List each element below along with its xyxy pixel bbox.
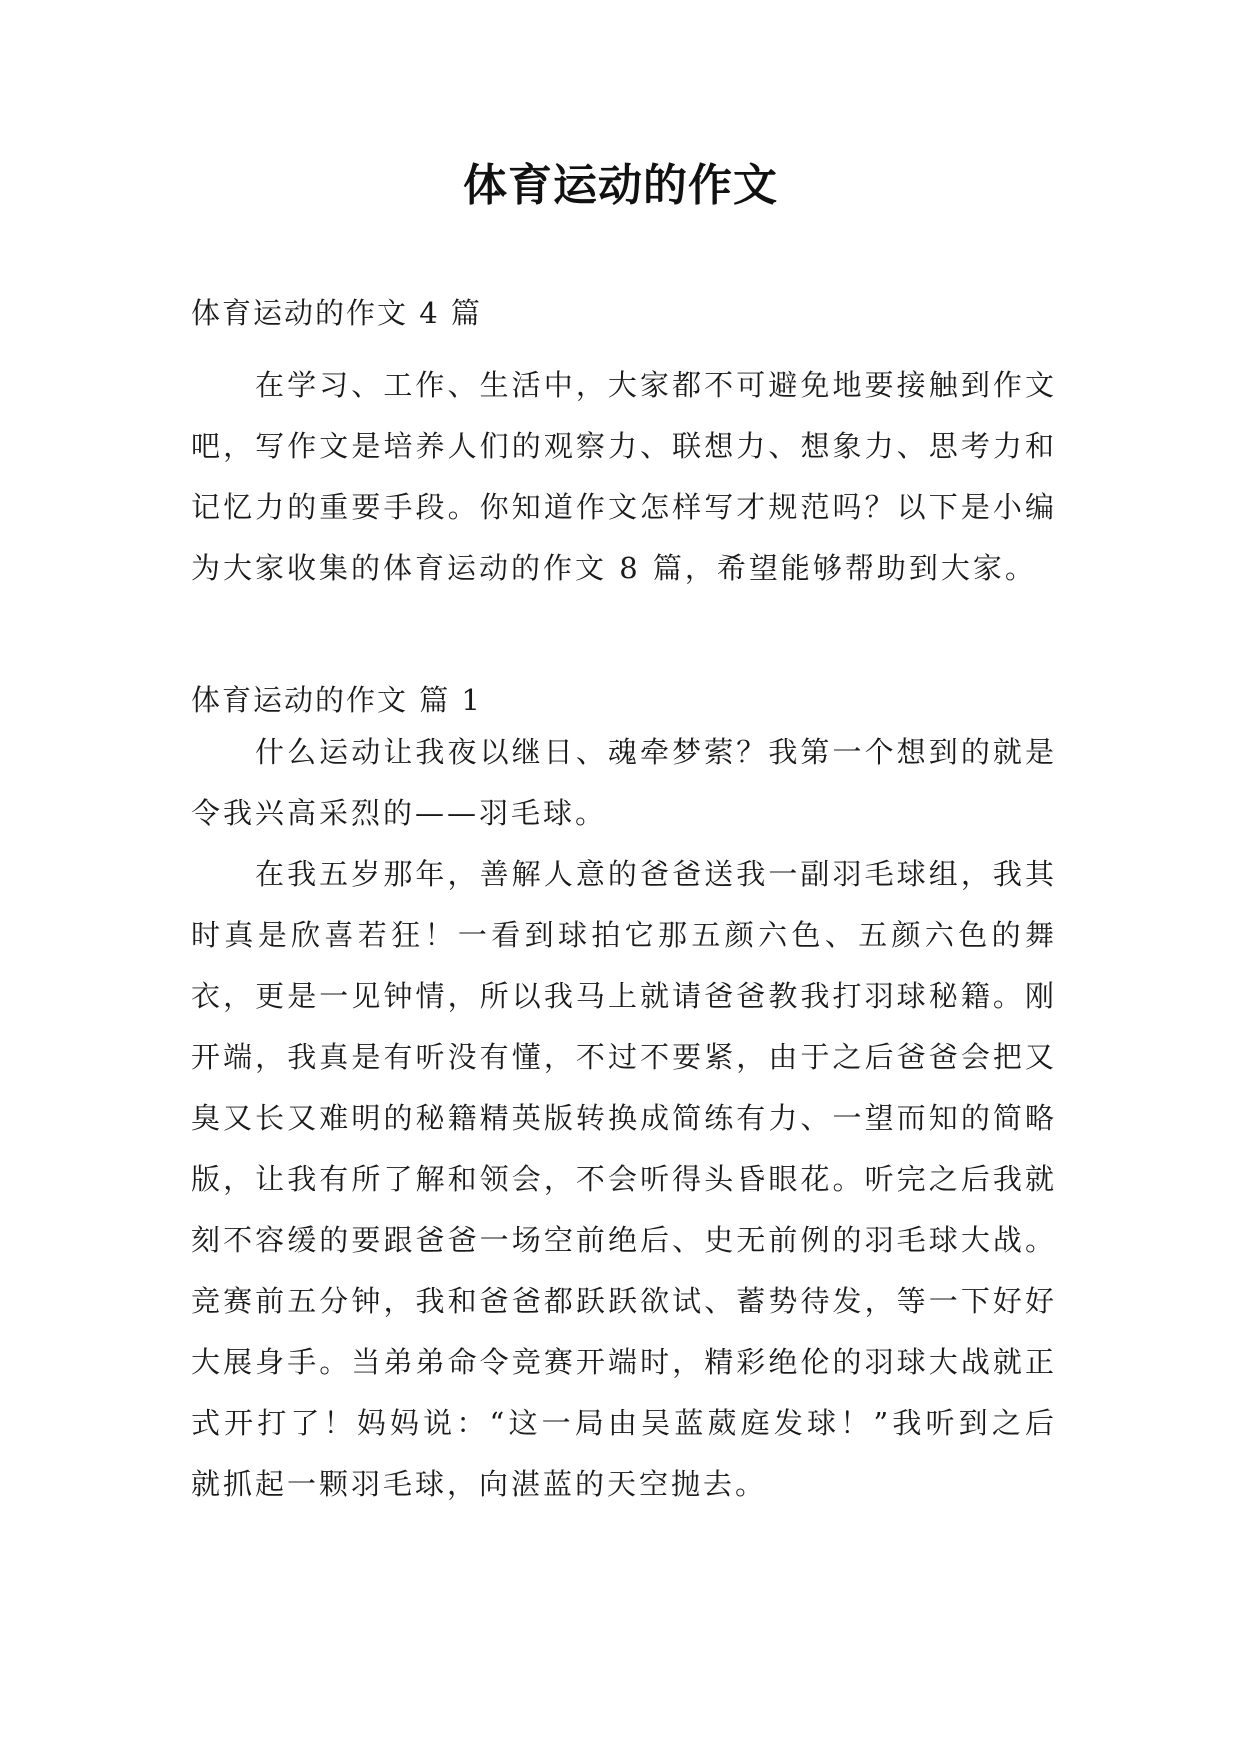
intro-paragraph: 在学习、工作、生活中，大家都不可避免地要接触到作文吧，写作文是培养人们的观察力、联想力、想象力、思考力和记忆力的重要手段。你知道作文怎样写才规范吗？以下是小编为大家收集的体育运动的作文 8 篇，希望能够帮助到大家。 [191, 368, 1057, 585]
document-subtitle: 体育运动的作文 4 篇 [191, 296, 482, 330]
document-title: 体育运动的作文 [463, 160, 778, 211]
body-paragraph: 什么运动让我夜以继日、魂牵梦萦？我第一个想到的就是令我兴高采烈的——羽毛球。 [191, 735, 1057, 830]
body-paragraph: 在我五岁那年，善解人意的爸爸送我一副羽毛球组，我其时真是欣喜若狂！一看到球拍它那五颜六色、五颜六色的舞衣，更是一见钟情，所以我马上就请爸爸教我打羽球秘籍。刚开端，我真是有听没有懂，不过不要紧，由于之后爸爸会把又臭又长又难明的秘籍精英版转换成简练有力、一望而知的简略版，让我有所了解和领会，不会听得头昏眼花。听完之后我就刻不容缓的要跟爸爸一场空前绝后、史无前例的羽毛球大战。竞赛前五分钟，我和爸爸都跃跃欲试、蓄势待发，等一下好好大展身手。当弟弟命令竞赛开端时，精彩绝伦的羽球大战就正式开打了！妈妈说：“这一局由吴蓝葳庭发球！”我听到之后就抓起一颗羽毛球，向湛蓝的天空抛去。 [191, 857, 1057, 1501]
section-heading: 体育运动的作文 篇 1 [191, 683, 482, 717]
